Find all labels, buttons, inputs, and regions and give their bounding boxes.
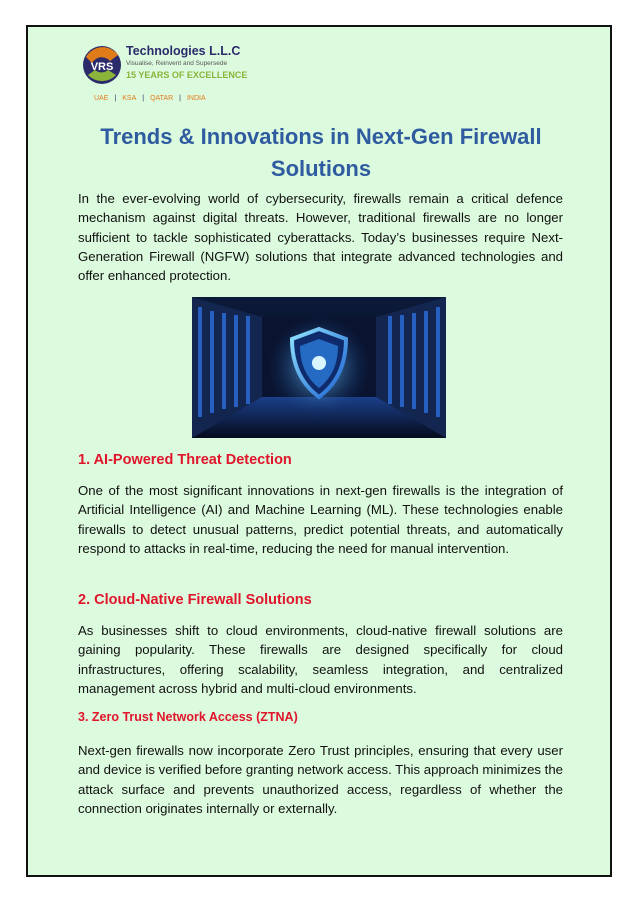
section-heading-cloud: 2. Cloud-Native Firewall Solutions <box>78 592 312 608</box>
vrs-logo-mark-icon <box>80 43 124 87</box>
logo-years-badge: 15 YEARS OF EXCELLENCE <box>126 70 248 80</box>
section-heading-ztna: 3. Zero Trust Network Access (ZTNA) <box>78 710 298 724</box>
region-india: INDIA <box>186 95 206 102</box>
logo-company-name: Technologies L.L.C <box>126 44 241 58</box>
hero-image <box>192 297 446 438</box>
page-title: Trends & Innovations in Next-Gen Firewall Solutions <box>100 124 542 181</box>
region-qatar: QATAR <box>150 95 174 102</box>
document-page <box>26 25 612 877</box>
logo-regions: UAE | KSA | QATAR | INDIA <box>94 95 206 102</box>
region-ksa: KSA <box>122 95 137 102</box>
svg-text:VRS: VRS <box>90 61 114 73</box>
logo-tagline: Visualise, Reinvent and Supersede <box>126 60 228 67</box>
section-body-ztna: Next-gen firewalls now incorporate Zero Trust principles, ensuring that every user and device is verified before granting network access. This approach minimizes the attack surface and prevents unauthorized access, regardless of whether the connection originates internally or externally. <box>78 743 564 816</box>
section-body-ai: One of the most significant innovations in next-gen firewalls is the integration of Artificial Intelligence (AI) and Machine Learning (ML). These technologies enable firewalls to detect unusual patterns, predict potential threats, and automatically respond to attacks in real-time, reducing the need for manual intervention. <box>78 483 563 556</box>
intro-paragraph: In the ever-evolving world of cybersecurity, firewalls remain a critical defence mechanism against digital threats. However, traditional firewalls are no longer sufficient to tackle sophisticated cyberattacks. Today’s businesses require Next-Generation Firewall (NGFW) solutions that integrate advanced technologies and offer enhanced protection. <box>78 191 563 284</box>
section-heading-ai: 1. AI-Powered Threat Detection <box>78 452 292 468</box>
section-body-cloud: As businesses shift to cloud environments, cloud-native firewall solutions are gaining popularity. These firewalls are designed specifically for cloud infrastructures, offering scalability, seamless integration, and centralized management across hybrid and multi-cloud environments. <box>78 623 563 696</box>
company-logo <box>80 43 280 102</box>
server-room-shield-illustration <box>192 297 446 438</box>
region-uae: UAE <box>94 95 109 102</box>
